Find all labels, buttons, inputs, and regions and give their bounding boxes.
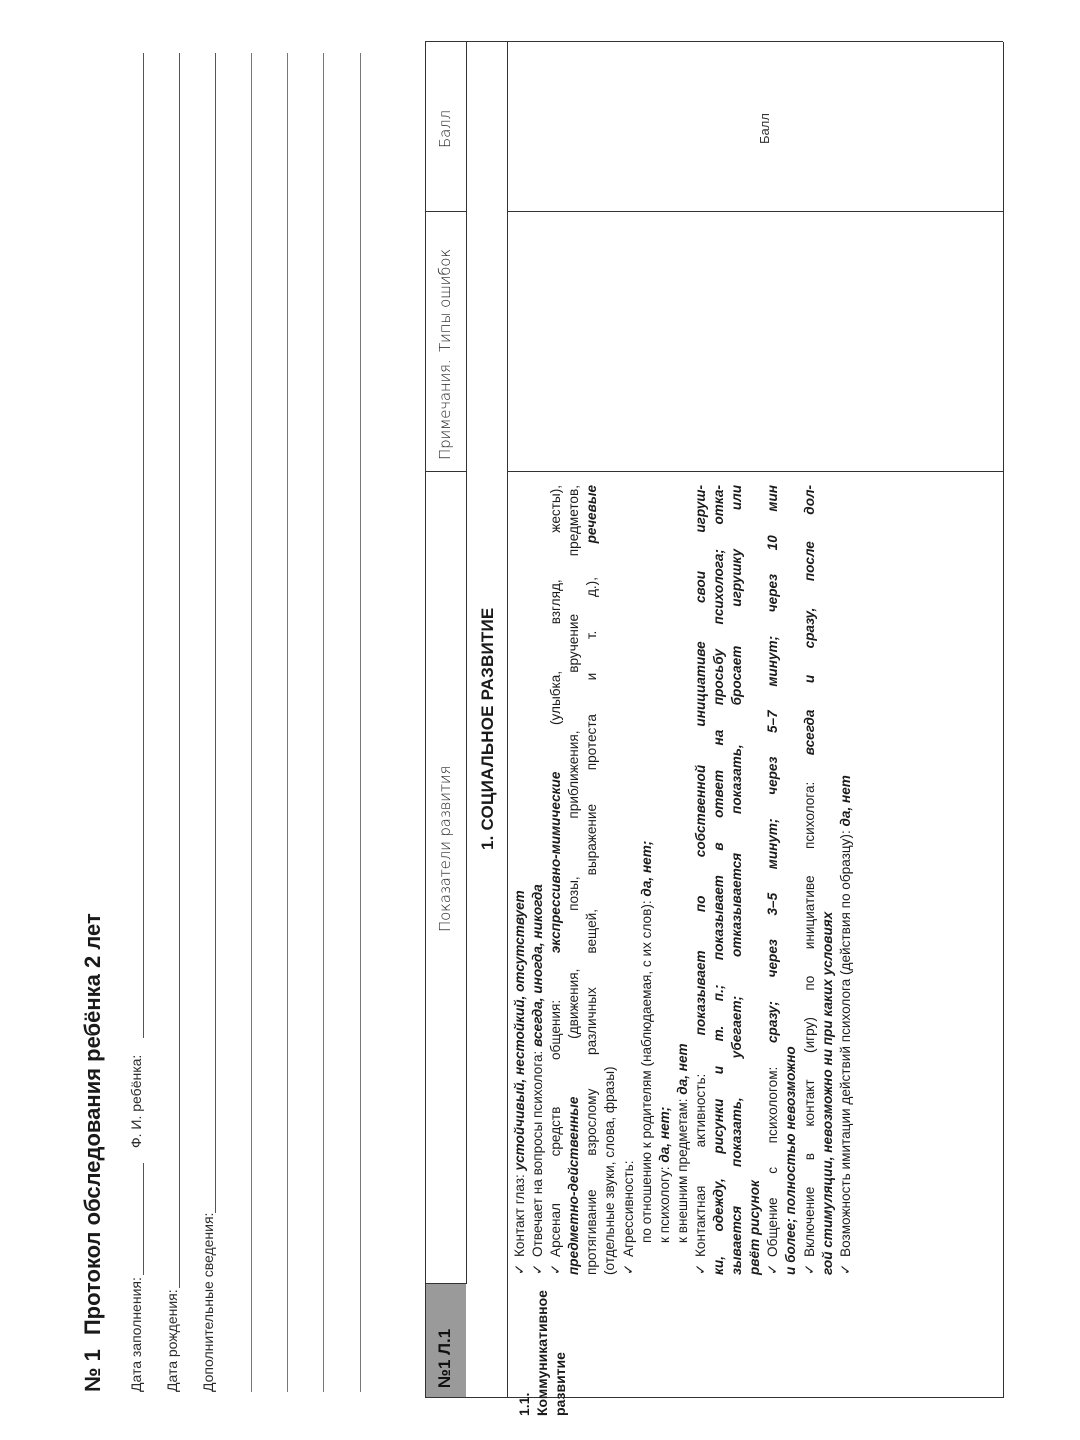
table-col-divider-notes [507, 471, 1003, 472]
child-name-line[interactable] [143, 53, 144, 1038]
table-row-divider-1 [466, 42, 467, 1284]
indicator-eye-contact: ✓Контакт глаз: устойчивый, нестойкий, отсутствует [511, 485, 529, 1275]
table-col-divider-score-top [425, 211, 466, 212]
aggression-psychologist: к психологу: да, нет; [656, 1106, 672, 1243]
indicator-means-line-2: предметно-действенные (движения, позы, приближения, вручение предметов, [566, 485, 582, 1275]
table-border-bottom [1003, 42, 1004, 1398]
table-badge-divider [425, 1283, 466, 1284]
indicator-inclusion-line-1: ✓Включение в контакт (игру) по инициативе психолога: всегда и сразу, после дол- [801, 485, 819, 1275]
score-cell-label: Балл [757, 113, 772, 144]
table-col-divider-score [507, 211, 1003, 212]
extra-info-line[interactable] [215, 53, 216, 1213]
subsection-label: 1.1. Коммуникативное развитие [516, 1290, 568, 1416]
indicator-means-line-4: (отдельные звуки, слова, фразы) [602, 1066, 618, 1275]
check-icon: ✓ [692, 1263, 708, 1275]
aggression-parents: по отношению к родителям (наблюдаемая, с их слов): да, нет; [638, 840, 654, 1243]
fill-date-label: Дата заполнения: [128, 1277, 144, 1392]
section-title: 1. СОЦИАЛЬНОЕ РАЗВИТИЕ [478, 607, 497, 850]
check-icon: ✓ [512, 1263, 527, 1275]
indicator-means-line-3: протягивание взрослому различных вещей, выражение протеста и т. д.), речевые [584, 485, 600, 1275]
birth-date-line[interactable] [179, 53, 180, 1288]
notes-cell[interactable] [509, 214, 1001, 470]
check-icon: ✓ [530, 1263, 546, 1275]
col-header-score: Балл [436, 110, 454, 148]
document-title [80, 913, 106, 1392]
indicator-contact-activity-line-3: зывается показать, убегает; отказывается показать, бросает игрушку или [729, 485, 745, 1275]
table-row-divider-2 [507, 42, 508, 1398]
table-border-top [425, 42, 426, 1398]
check-icon: ✓ [548, 1263, 564, 1275]
protocol-title: Протокол обследования ребёнка 2 лет [80, 913, 105, 1336]
indicator-communication-line-2: и более; полностью невозможно [783, 1046, 799, 1275]
table-badge: №1 Л.1 [435, 1328, 454, 1388]
col-header-notes: Примечания. [436, 359, 454, 460]
blank-line-4[interactable] [360, 53, 361, 1392]
extra-info-label: Дополнительные сведения: [200, 1212, 216, 1392]
indicator-aggression: ✓Агрессивность: [620, 485, 638, 1275]
score-cell[interactable] [509, 44, 1001, 210]
col-header-indicators: Показатели развития [436, 765, 454, 932]
indicator-communication-line-1: ✓Общение с психологом: сразу; через 3–5 минут; через 5–7 минут; через 10 мин [764, 485, 782, 1275]
table-border-right [425, 41, 1003, 42]
protocol-number: № 1 [80, 1349, 105, 1392]
indicator-inclusion-line-2: гой стимуляции, невозможно ни при каких условиях [819, 911, 835, 1275]
blank-line-1[interactable] [251, 53, 252, 1392]
col-header-error-types: Типы ошибок [436, 249, 454, 352]
check-icon: ✓ [765, 1263, 781, 1275]
indicator-means-line-1: ✓Арсенал средств общения: экспрессивно-мимические (улыбка, взгляд, жесты), [547, 485, 565, 1275]
indicator-answers: ✓Отвечает на вопросы психолога: всегда, иногда, никогда [529, 485, 547, 1275]
aggression-objects: к внешним предметам: да, нет [674, 1043, 690, 1243]
table-col-divider-notes-top [425, 471, 466, 472]
indicators-content [511, 485, 855, 1275]
indicator-contact-activity-line-4: рвёт рисунок [747, 1180, 763, 1275]
check-icon: ✓ [620, 1263, 636, 1275]
table-border-left [425, 1397, 1003, 1398]
blank-line-3[interactable] [323, 53, 324, 1392]
blank-line-2[interactable] [287, 53, 288, 1392]
check-icon: ✓ [801, 1263, 817, 1275]
indicator-contact-activity-line-2: ки, одежду, рисунки и т. п.; показывает в ответ на просьбу психолога; отка- [711, 485, 727, 1275]
indicator-contact-activity-line-1: ✓Контактная активность: показывает по собственной инициативе свои игруш- [692, 485, 710, 1275]
check-icon: ✓ [837, 1263, 853, 1275]
fill-date-line[interactable] [143, 1163, 144, 1275]
birth-date-label: Дата рождения: [164, 1289, 180, 1392]
indicator-imitation: ✓Возможность имитации действий психолога (действия по образцу): да, нет [837, 485, 855, 1275]
child-name-label: Ф. И. ребёнка: [128, 1054, 144, 1148]
